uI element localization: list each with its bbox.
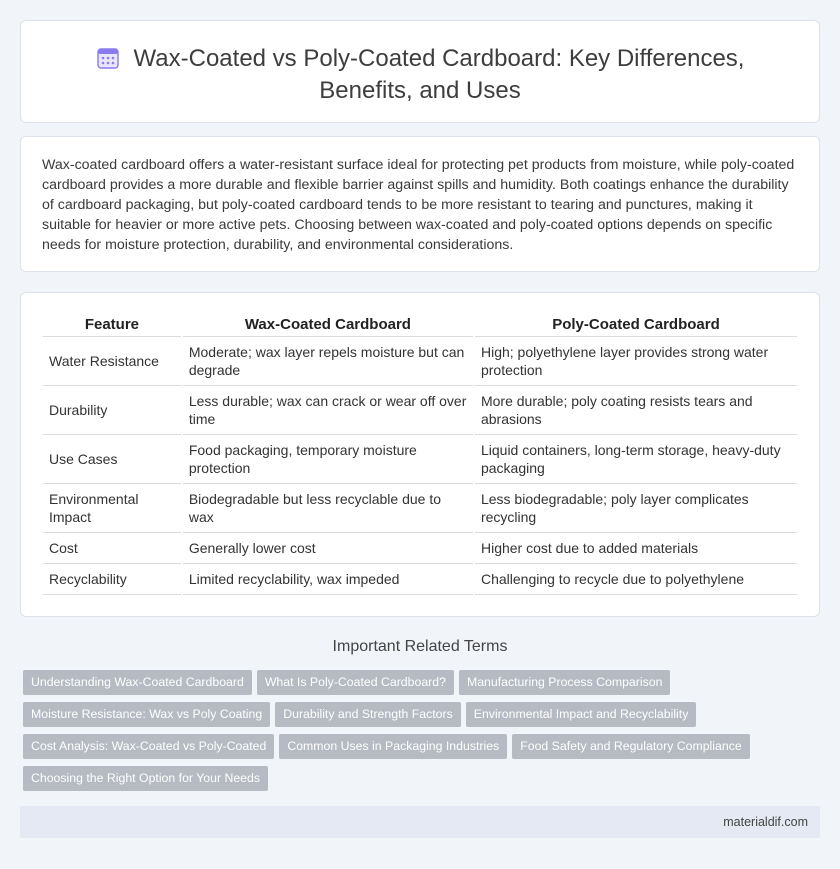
cell-feature: Environmental Impact [43, 484, 181, 533]
footer-site[interactable]: materialdif.com [723, 815, 808, 829]
cell-poly: Higher cost due to added materials [475, 533, 797, 564]
table-row [43, 386, 797, 435]
tag-link[interactable]: Moisture Resistance: Wax vs Poly Coating [23, 702, 270, 727]
page-title-wrap [21, 43, 819, 107]
tag-link[interactable]: Food Safety and Regulatory Compliance [512, 734, 749, 759]
table-row [43, 484, 797, 533]
cell-feature: Use Cases [43, 435, 181, 484]
table-row [43, 337, 797, 386]
tag-row [23, 670, 823, 702]
header-feature: Feature [43, 315, 181, 337]
tag-link[interactable]: What Is Poly-Coated Cardboard? [257, 670, 454, 695]
cell-poly: Liquid containers, long-term storage, heavy-duty packaging [475, 435, 797, 484]
cell-wax: Food packaging, temporary moisture protection [183, 435, 473, 484]
table-row [43, 435, 797, 484]
cell-poly: More durable; poly coating resists tears and abrasions [475, 386, 797, 435]
comparison-table [41, 315, 799, 595]
cell-poly: Less biodegradable; poly layer complicates recycling [475, 484, 797, 533]
table-row [43, 533, 797, 564]
header-wax: Wax-Coated Cardboard [183, 315, 473, 337]
tag-link[interactable]: Choosing the Right Option for Your Needs [23, 766, 268, 791]
related-terms-tags [23, 670, 823, 798]
cell-wax: Moderate; wax layer repels moisture but can degrade [183, 337, 473, 386]
tag-link[interactable]: Common Uses in Packaging Industries [279, 734, 507, 759]
cell-feature: Durability [43, 386, 181, 435]
table-header-row [43, 315, 797, 337]
footer [20, 806, 820, 838]
tag-row [23, 702, 823, 734]
cell-feature: Cost [43, 533, 181, 564]
tag-link[interactable]: Understanding Wax-Coated Cardboard [23, 670, 252, 695]
cell-poly: Challenging to recycle due to polyethylene [475, 564, 797, 595]
intro-card [20, 136, 820, 272]
related-terms-title: Important Related Terms [332, 638, 508, 655]
cell-wax: Limited recyclability, wax impeded [183, 564, 473, 595]
page-title: Wax-Coated vs Poly-Coated Cardboard: Key Differences, Benefits, and Uses [133, 45, 745, 104]
tag-link[interactable]: Durability and Strength Factors [275, 702, 461, 727]
cell-wax: Generally lower cost [183, 533, 473, 564]
header-card [20, 20, 820, 123]
table-row [43, 564, 797, 595]
tag-link[interactable]: Cost Analysis: Wax-Coated vs Poly-Coated [23, 734, 274, 759]
cell-feature: Water Resistance [43, 337, 181, 386]
cell-wax: Biodegradable but less recyclable due to wax [183, 484, 473, 533]
intro-text: Wax-coated cardboard offers a water-resistant surface ideal for protecting pet products from moisture, while poly-coated cardboard provides a more durable and flexible barrier against spills and humidity. Both coatings enhance the durability of cardboard packaging, but poly-coated cardboard tends to be more resistant to tearing and punctures, making it suitable for heavier or more active pets. Choosing between wax-coated and poly-coated options depends on specific needs for moisture protection, durability, and environmental considerations. [42, 157, 795, 253]
cell-feature: Recyclability [43, 564, 181, 595]
cell-wax: Less durable; wax can crack or wear off over time [183, 386, 473, 435]
tag-link[interactable]: Environmental Impact and Recyclability [466, 702, 697, 727]
calendar-grid-icon [96, 46, 120, 70]
tag-row [23, 734, 823, 766]
tag-link[interactable]: Manufacturing Process Comparison [459, 670, 670, 695]
comparison-card [20, 292, 820, 617]
cell-poly: High; polyethylene layer provides strong water protection [475, 337, 797, 386]
header-poly: Poly-Coated Cardboard [475, 315, 797, 337]
tag-row [23, 766, 823, 798]
